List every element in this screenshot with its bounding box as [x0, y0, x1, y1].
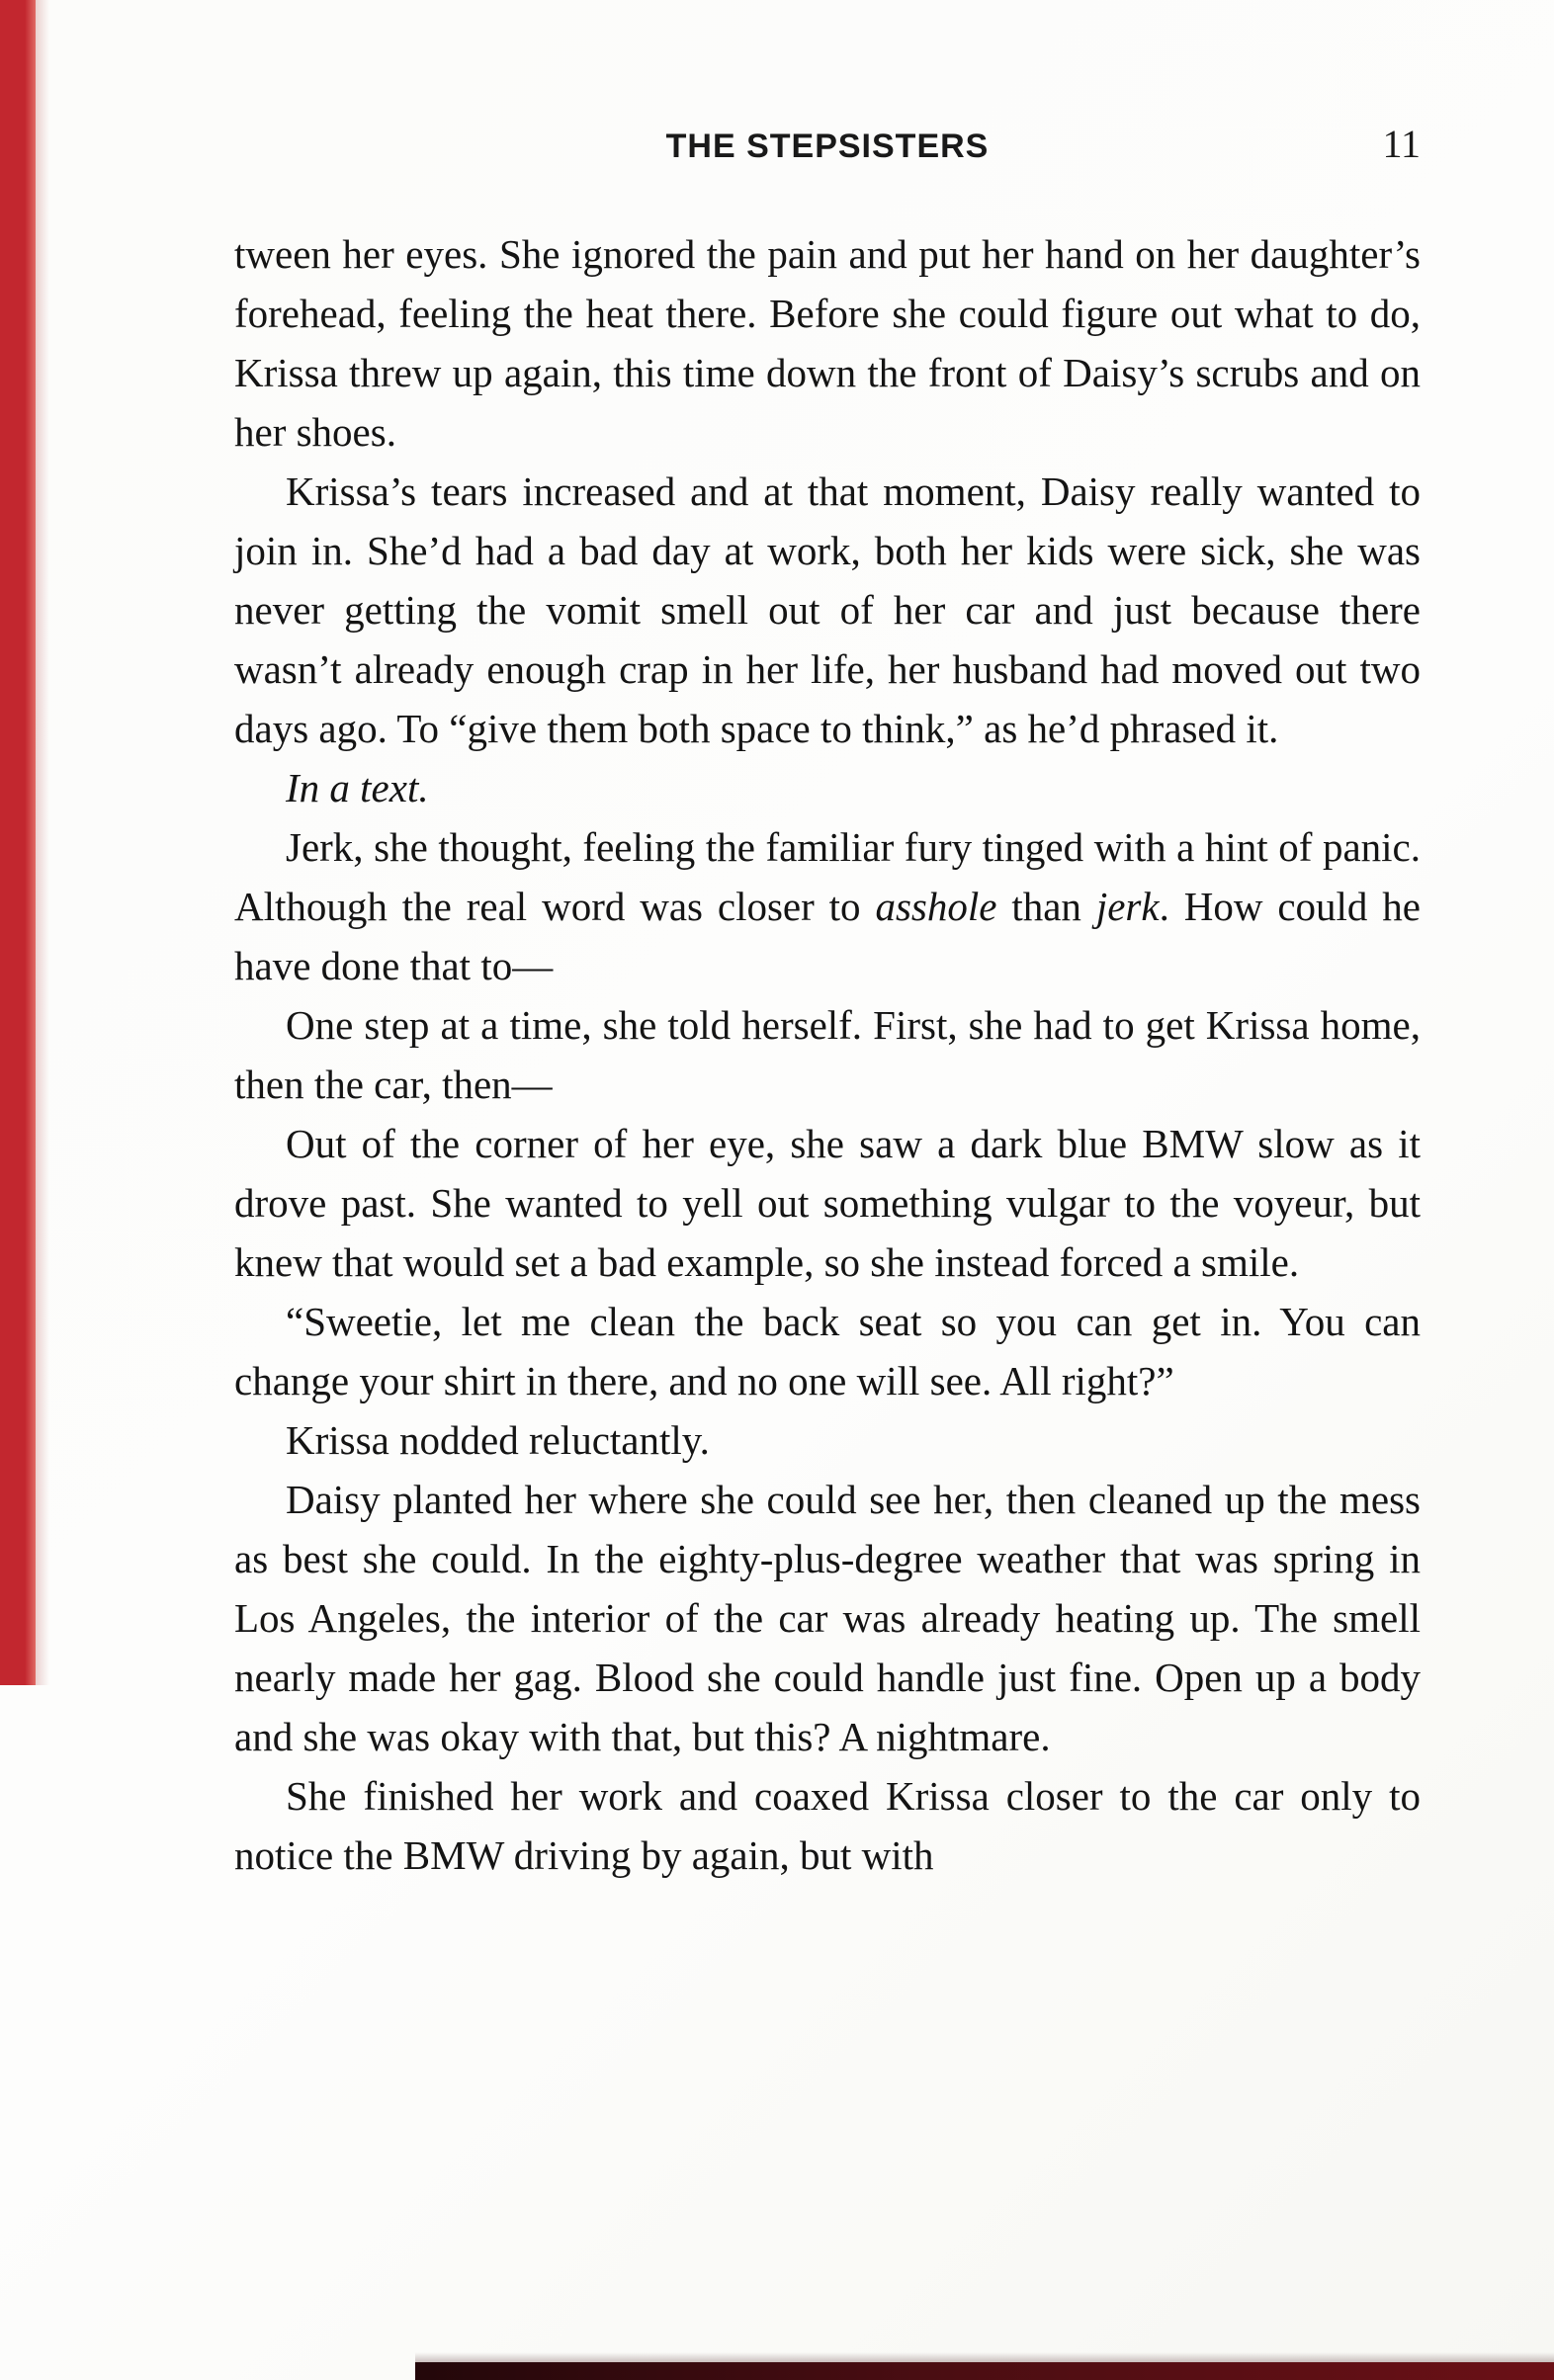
text-run: tween her eyes. She ignored the pain and put her hand on her daughter’s forehead, feeling the heat there. Before she could figure out what to do, Krissa threw up again, this time down the front of Daisy’s scrubs and on her shoes.	[234, 231, 1421, 455]
body-text	[234, 224, 1421, 1885]
text-run: One step at a time, she told herself. First, she had to get Krissa home, then the car, then—	[234, 1002, 1421, 1107]
paragraph	[234, 817, 1421, 995]
paragraph	[234, 1114, 1421, 1292]
text-run: Daisy planted her where she could see her, then cleaned up the mess as best she could. In the eighty-plus-degree weather that was spring in Los Angeles, the interior of the car was already heating up. The smell nearly made her gag. Blood she could handle just fine. Open up a body and she was okay with that, but this? A nightmare.	[234, 1477, 1421, 1759]
text-run: She finished her work and coaxed Krissa closer to the car only to notice the BMW driving by again, but with	[234, 1773, 1421, 1878]
text-run: “Sweetie, let me clean the back seat so you can get in. You can change your shirt in there, and no one will see. All right?”	[234, 1299, 1421, 1403]
paragraph	[234, 1410, 1421, 1470]
text-run: Jerk, she thought, feeling the familiar fury tinged with a hint of panic. Although the real word was closer to	[234, 824, 1421, 929]
text-run: Krissa’s tears increased and at that moment, Daisy really wanted to join in. She’d had a bad day at work, both her kids were sick, she was never getting the vomit smell out of her car and just because there wasn’t already enough crap in her life, her husband had moved out two days ago. To “give them both space to think,” as he’d phrased it.	[234, 468, 1421, 751]
paragraph	[234, 995, 1421, 1114]
bottom-edge-shadow	[415, 2352, 1554, 2362]
paragraph	[234, 1470, 1421, 1766]
paragraph	[234, 224, 1421, 462]
paragraph	[234, 758, 1421, 817]
italic-text-run: In a text.	[286, 765, 429, 810]
text-run: than	[996, 884, 1096, 929]
italic-text-run: asshole	[875, 884, 997, 929]
spine-shadow	[36, 0, 49, 1685]
book-cover-spine	[0, 0, 36, 1685]
page-content	[234, 0, 1421, 1885]
text-run: Out of the corner of her eye, she saw a dark blue BMW slow as it drove past. She wanted to yell out something vulgar to the voyeur, but knew that would set a bad example, so she instead forced a smile.	[234, 1121, 1421, 1285]
italic-text-run: jerk	[1095, 884, 1160, 929]
bottom-edge-strip	[415, 2362, 1554, 2380]
paragraph	[234, 1766, 1421, 1885]
book-title: THE STEPSISTERS	[665, 128, 990, 165]
text-run: . How could he have done that to—	[234, 884, 1421, 988]
paragraph	[234, 1292, 1421, 1410]
text-run: Krissa nodded reluctantly.	[286, 1417, 710, 1463]
paragraph	[234, 462, 1421, 758]
running-head	[234, 121, 1421, 167]
page-number: 11	[1382, 122, 1421, 166]
